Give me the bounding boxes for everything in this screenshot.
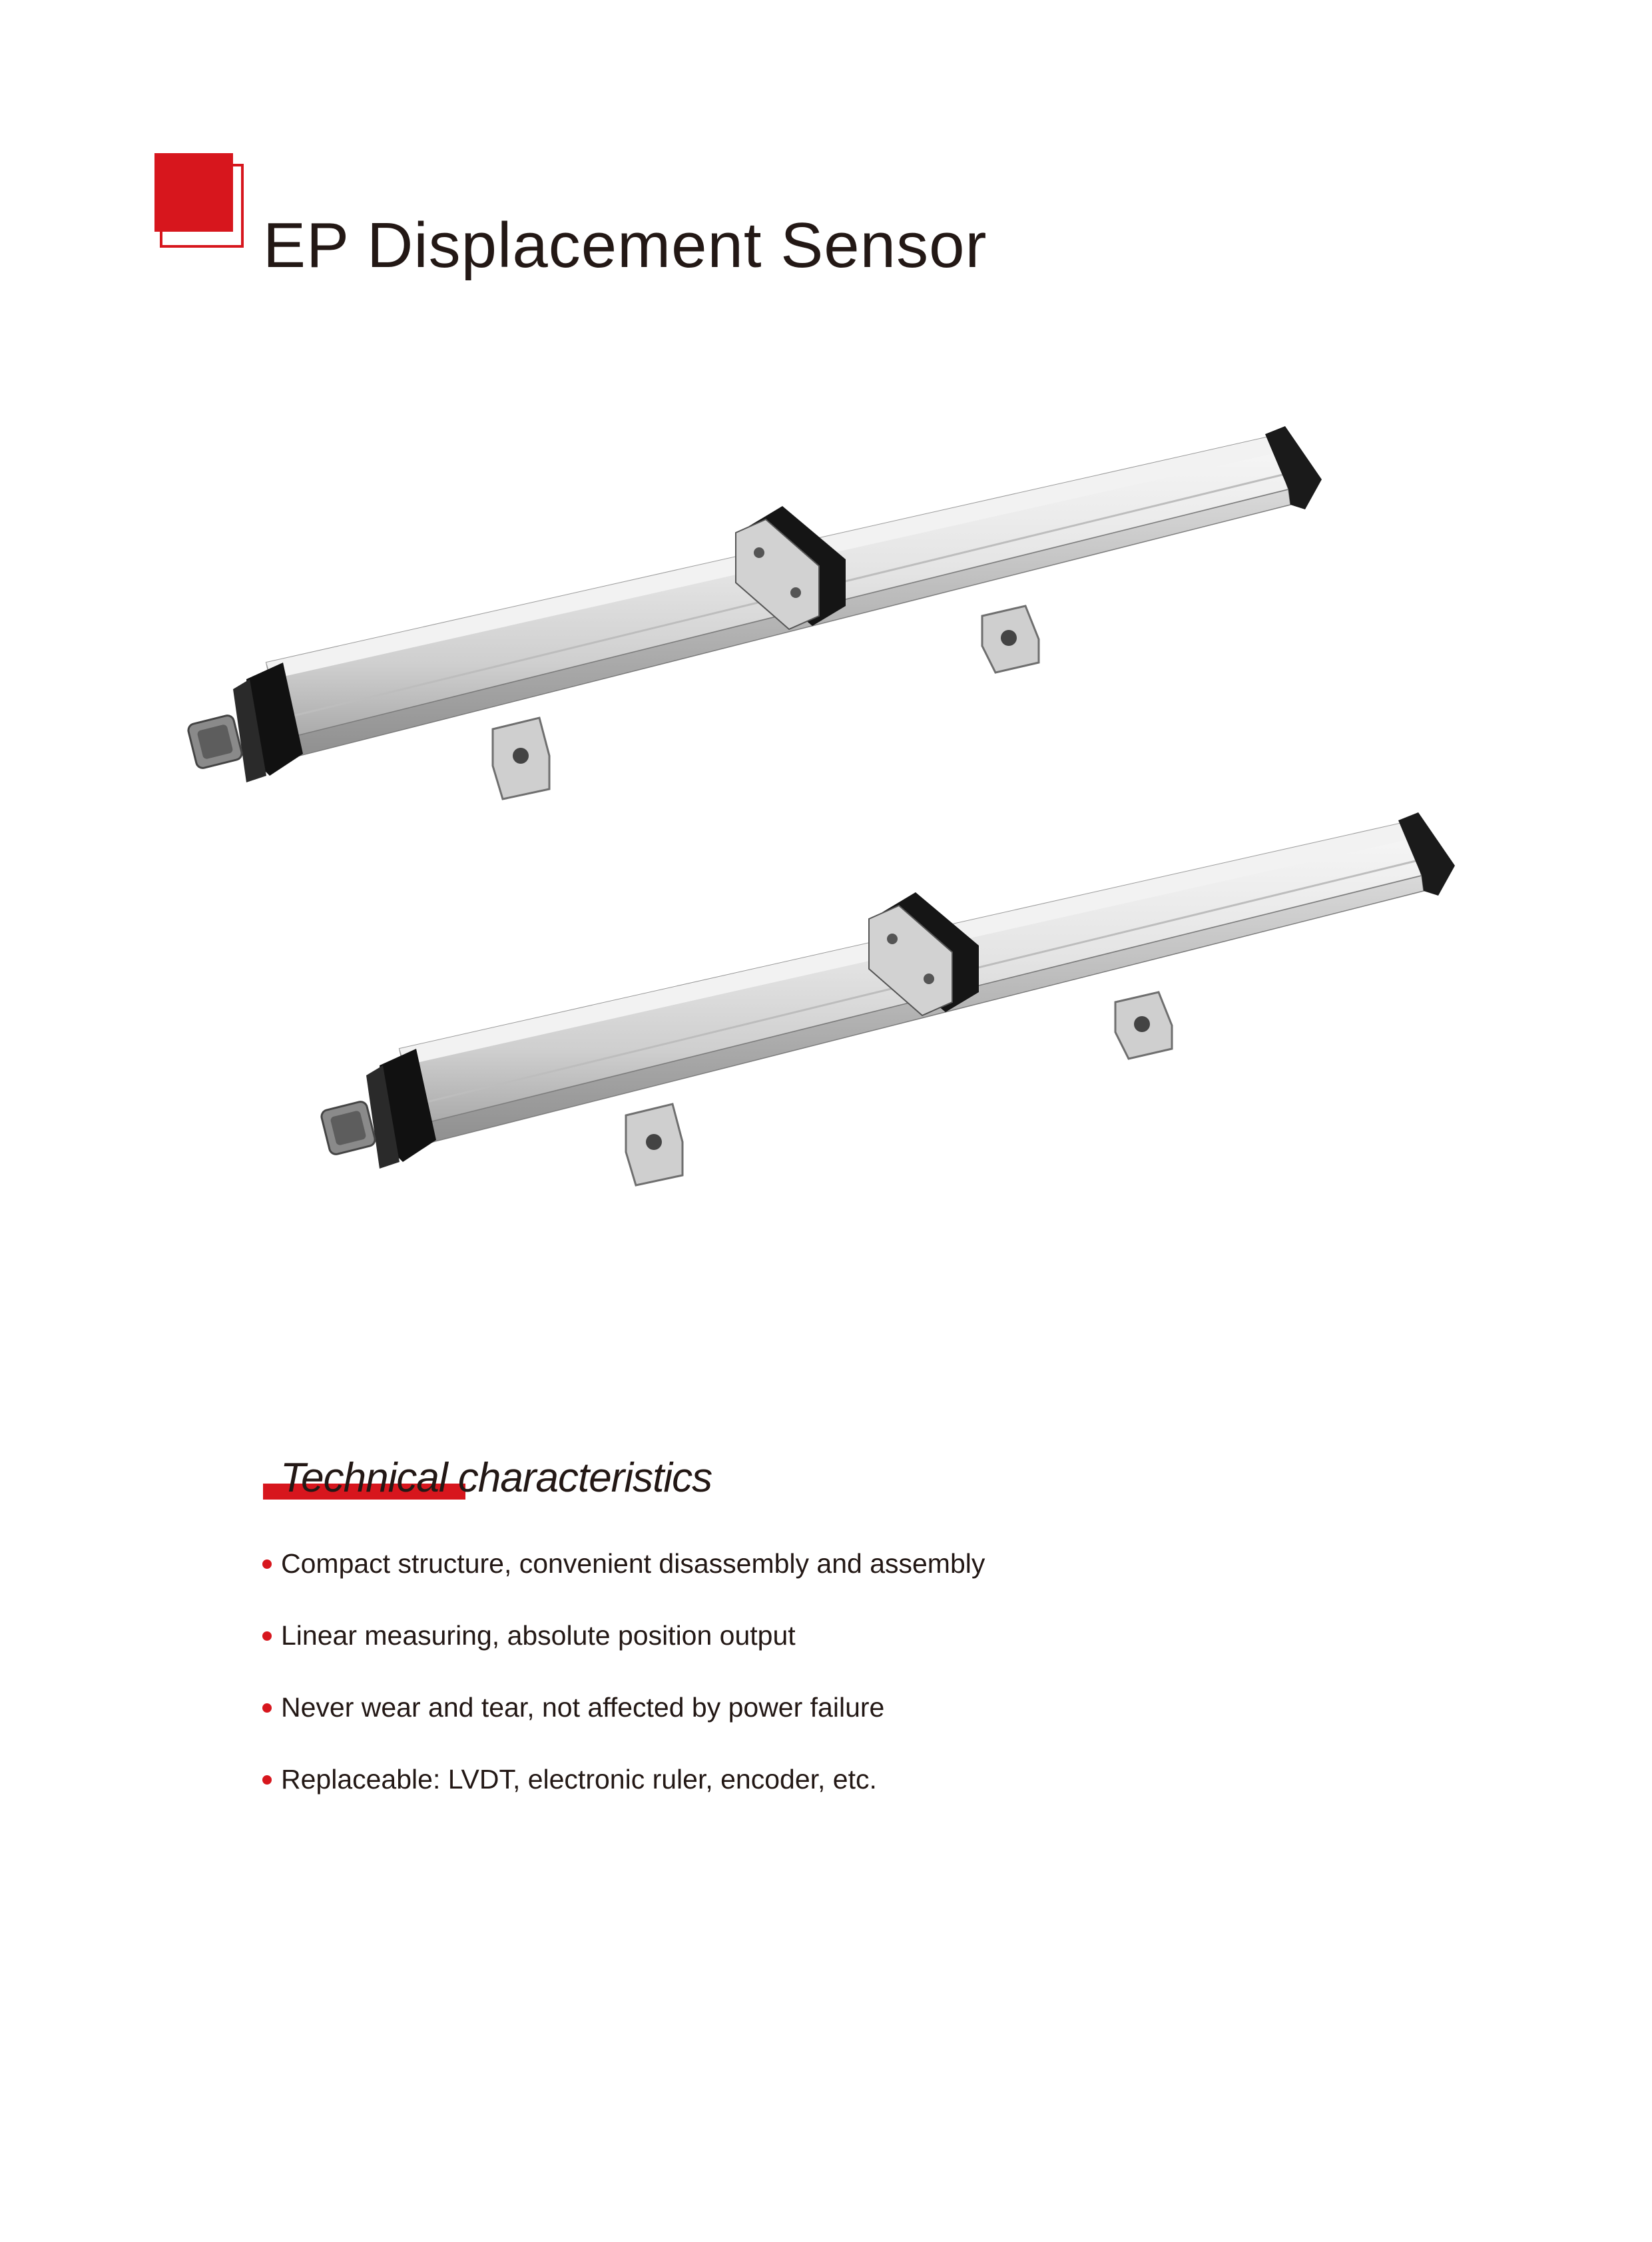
list-item — [260, 1617, 1392, 1689]
feature-text: Compact structure, convenient disassembly and assembly — [281, 1548, 985, 1579]
feature-text: Replaceable: LVDT, electronic ruler, encoder, etc. — [281, 1764, 877, 1795]
page-title: EP Displacement Sensor — [263, 210, 987, 282]
sensor-photo-top — [180, 426, 1325, 839]
sensor-photo-bottom — [313, 812, 1458, 1225]
list-item — [260, 1689, 1392, 1761]
list-item — [260, 1545, 1392, 1617]
section-heading — [263, 1452, 862, 1512]
feature-text: Linear measuring, absolute position output — [281, 1620, 796, 1651]
feature-text: Never wear and tear, not affected by power failure — [281, 1692, 885, 1723]
title-logo-icon — [153, 152, 246, 248]
bullet-icon — [262, 1775, 272, 1785]
feature-list — [260, 1545, 1392, 1832]
bullet-icon — [262, 1559, 272, 1569]
section-heading-text: Technical characteristics — [280, 1455, 712, 1501]
bullet-icon — [262, 1631, 272, 1641]
bullet-icon — [262, 1703, 272, 1713]
list-item — [260, 1761, 1392, 1832]
